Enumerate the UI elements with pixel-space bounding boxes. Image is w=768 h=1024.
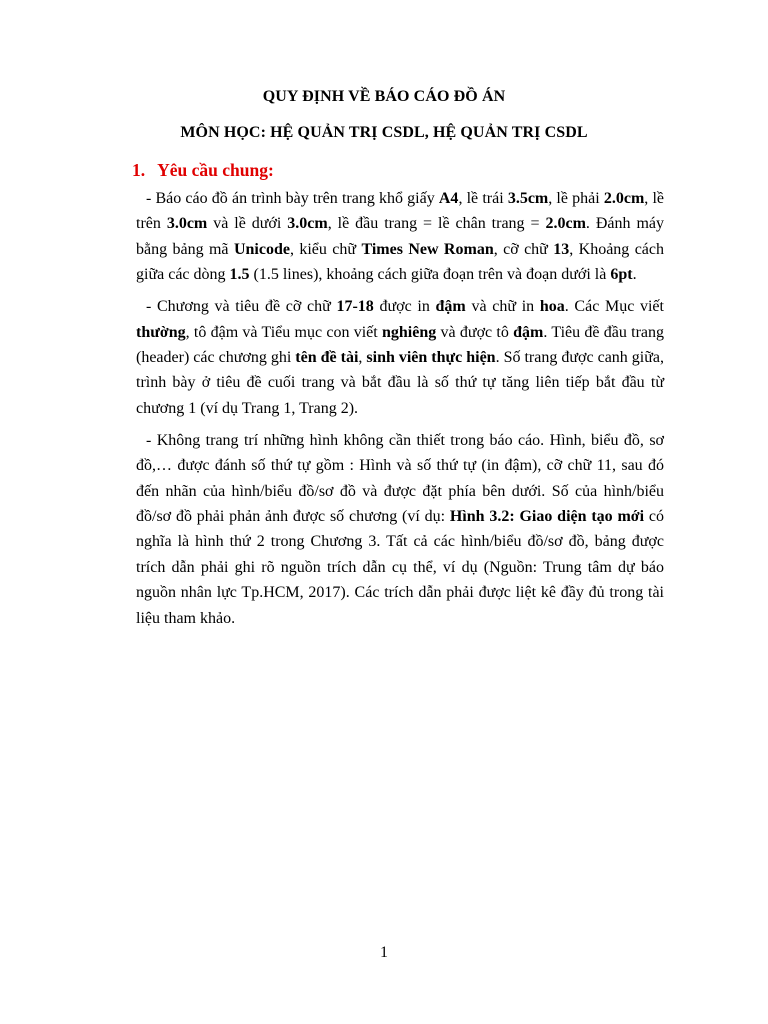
bold-text: 13 (553, 240, 570, 258)
text-run: . Đánh máy bằng bảng mã (136, 215, 665, 258)
bold-text: 17-18 (336, 298, 374, 316)
text-run: , lề trái (458, 190, 508, 207)
bold-text: 6pt (610, 266, 633, 284)
text-run: , lề trên (136, 190, 665, 233)
section-heading (132, 160, 274, 181)
bold-text: đậm (513, 323, 544, 341)
paragraph (136, 186, 664, 288)
text-run: , tô đậm và Tiểu mục con viết (185, 323, 382, 341)
bold-text: nghiêng (382, 323, 437, 341)
document-title: QUY ĐỊNH VỀ BÁO CÁO ĐỒ ÁN (262, 88, 506, 105)
text-run: - Không trang trí những hình không cần thiết trong báo cáo. Hình, biểu đồ, sơ đồ,… được đánh số thứ tự gồm : Hình và số thứ tự (in đậm), cỡ chữ 11, sau đó đến nhãn của hình/biểu đồ/sơ đồ và được đặt phía bên dưới. Số của hình/biểu đồ/sơ đồ phải phản ảnh được số chương (ví dụ: (136, 431, 664, 526)
text-run: và được tô (436, 323, 514, 341)
bold-text: sinh viên thực hiện (366, 349, 496, 367)
text-run: (1.5 lines), khoảng cách giữa đoạn trên và đoạn dưới là (249, 266, 611, 284)
bold-text: 2.0cm (545, 215, 586, 233)
bold-text: 3.0cm (166, 215, 208, 233)
text-run: , (358, 349, 367, 367)
bold-text: đậm (435, 298, 466, 316)
page-number: 1 (380, 944, 388, 961)
body-text (136, 186, 664, 638)
paragraph (136, 294, 664, 421)
bold-text: Times New Roman (361, 240, 494, 258)
text-run: , lề phải (548, 190, 604, 207)
bold-text: tên đề tài (295, 349, 359, 367)
bold-text: A4 (438, 190, 459, 207)
text-run: , cỡ chữ (493, 240, 554, 258)
text-run: . Các Mục viết (564, 298, 664, 316)
text-run: , lề đầu trang = lề chân trang = (327, 215, 546, 233)
bold-text: 2.0cm (603, 190, 645, 207)
bold-text: 3.0cm (287, 215, 328, 233)
text-run: và chữ in (465, 298, 540, 316)
text-run: , kiểu chữ (289, 240, 362, 258)
bold-text: Unicode (233, 240, 290, 258)
paragraph (136, 428, 664, 631)
text-run: và lề dưới (207, 215, 288, 233)
document-subtitle: MÔN HỌC: HỆ QUẢN TRỊ CSDL, HỆ QUẢN TRỊ CSDL (180, 124, 588, 141)
text-run: - Chương và tiêu đề cỡ chữ (146, 298, 337, 316)
text-run: . Số trang được canh giữa, trình bày ở tiêu đề cuối trang và bắt đầu là số thứ tự tăng liên tiếp bắt đầu từ chương 1 (ví dụ Trang 1, Trang 2). (136, 349, 665, 417)
bold-text: hoa (539, 298, 565, 316)
text-run: - Báo cáo đồ án trình bày trên trang khổ giấy (146, 190, 439, 207)
text-run: . (632, 266, 637, 284)
section-number: 1. (132, 160, 146, 180)
bold-text: 3.5cm (507, 190, 549, 207)
bold-text: thường (136, 323, 186, 341)
section-title: Yêu cầu chung: (157, 160, 274, 180)
text-run: có nghĩa là hình thứ 2 trong Chương 3. Tất cả các hình/biểu đồ/sơ đồ, bảng được trích dẫn phải ghi rõ nguồn trích dẫn cụ thể, ví dụ (Nguồn: Trung tâm dự báo nguồn nhân lực Tp.HCM, 2017). Các trích dẫn phải được liệt kê đầy đủ trong tài liệu tham khảo. (136, 508, 664, 627)
text-run: . Tiêu đề đầu trang (header) các chương ghi (136, 323, 665, 367)
text-run: , Khoảng cách giữa các dòng (136, 240, 664, 284)
bold-text: Hình 3.2: Giao diện tạo mới (449, 508, 645, 526)
text-run: được in (373, 298, 436, 316)
bold-text: 1.5 (229, 266, 250, 284)
